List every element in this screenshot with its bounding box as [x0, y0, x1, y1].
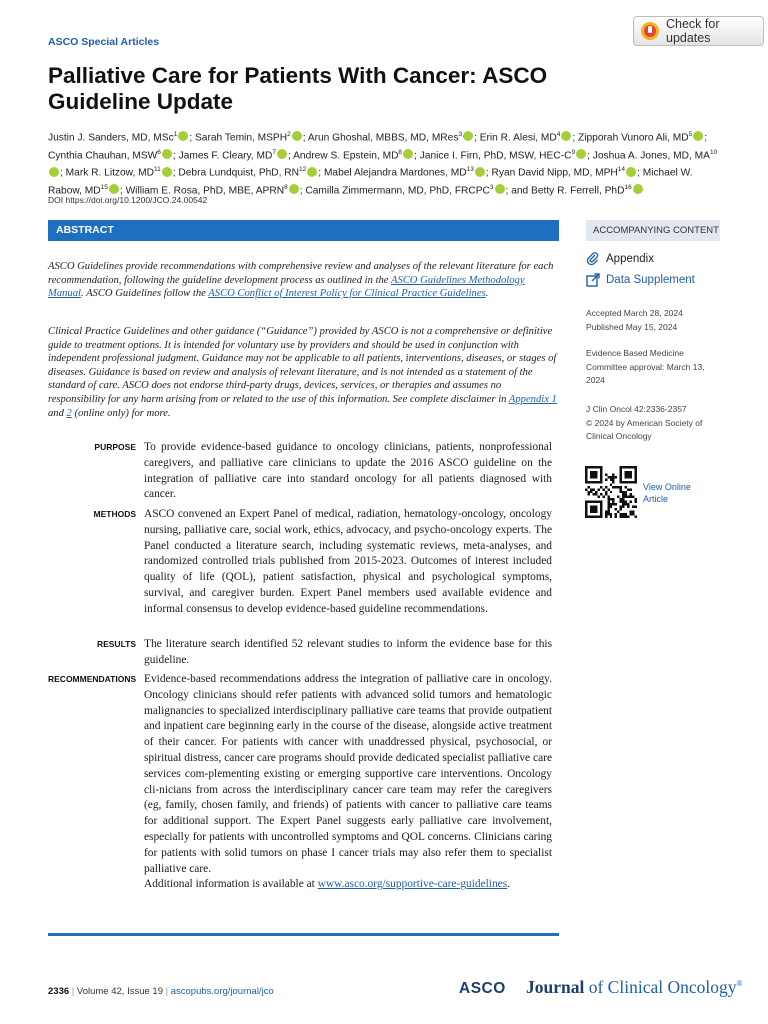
purpose-label: PURPOSE	[94, 442, 136, 452]
author-affiliation-number: 15	[100, 183, 108, 191]
citation: J Clin Oncol 42:2336-2357	[586, 404, 687, 414]
abstract-heading: ABSTRACT	[48, 220, 559, 241]
orcid-icon[interactable]	[162, 167, 172, 177]
orcid-icon[interactable]	[307, 167, 317, 177]
author-affiliation-number: 5	[688, 131, 693, 138]
author-affiliation-number: 9	[571, 148, 576, 156]
author-separator: ;	[60, 167, 66, 179]
orcid-icon[interactable]	[403, 149, 413, 159]
author-affiliation-number: 3	[489, 183, 494, 191]
disclaimer-paragraph: Clinical Practice Guidelines and other guidance (“Guidance”) provided by ASCO is not a comprehensive or definitive guide to treatment options. It is intended for voluntary use by providers and should be used in conjunction with independent professional judgment. Guidance may not be applicable to all patients, interventions, diseases, or stages of diseases. Guidance is based on review and analysis of relevant literature, and is not intended as a statement of the standard of care. ASCO does not endorse third-party drugs, devices, services, or therapies and assumes no responsibility for any harm arising from or related to the use of this information. See complete disclaimer in Appendix 1 and 2 (online only) for more.	[48, 326, 557, 419]
appendix-1-link[interactable]: Appendix 1	[508, 393, 557, 405]
orcid-icon[interactable]	[109, 184, 119, 194]
author-separator: ;	[302, 132, 308, 144]
appendix-link-label: Appendix	[606, 253, 654, 265]
author-name: Mark R. Litzow, MD	[65, 167, 154, 179]
author-separator: ;	[119, 185, 126, 197]
section-label: ASCO Special Articles	[48, 36, 160, 48]
author-name: Cynthia Chauhan, MSW	[48, 149, 158, 161]
author-affiliation-number: 14	[617, 166, 626, 174]
orcid-icon[interactable]	[626, 167, 636, 177]
accompanying-content-heading: ACCOMPANYING CONTENT	[586, 220, 720, 241]
orcid-icon[interactable]	[495, 184, 505, 194]
publication-dates	[586, 307, 720, 334]
recommendations-label: RECOMMENDATIONS	[48, 674, 137, 684]
author-affiliation-number: 11	[153, 166, 161, 174]
citation-info	[586, 403, 720, 444]
orcid-icon[interactable]	[576, 149, 586, 159]
methodology-manual-link[interactable]: ASCO Guidelines Methodology Manual	[48, 274, 525, 300]
view-online-article-link[interactable]: View Online Article	[643, 482, 691, 504]
additional-info: Additional information is available at www.asco.org/supportive-care-guidelines.	[144, 878, 510, 891]
supportive-care-guidelines-link[interactable]: www.asco.org/supportive-care-guidelines	[317, 878, 508, 891]
external-link-icon	[586, 273, 600, 287]
paperclip-icon	[586, 252, 600, 266]
orcid-icon[interactable]	[561, 131, 571, 141]
author-name: and Betty R. Ferrell, PhD	[511, 185, 625, 197]
orcid-icon[interactable]	[292, 131, 302, 141]
author-separator: ;	[637, 167, 643, 179]
orcid-icon[interactable]	[693, 131, 703, 141]
author-affiliation-number: 10	[709, 148, 718, 156]
author-separator: ;	[704, 132, 708, 144]
author-name: Zipporah Vunoro Ali, MD	[578, 132, 689, 144]
author-name: Erin R. Alesi, MD	[479, 132, 557, 144]
data-supplement-label: Data Supplement	[606, 274, 695, 286]
orcid-icon[interactable]	[49, 167, 59, 177]
author-name: Arun Ghoshal, MBBS, MD, MRes	[307, 132, 459, 144]
author-separator: ;	[172, 167, 179, 179]
author-name: James F. Cleary, MD	[178, 149, 273, 161]
copyright: © 2024 by American Society of Clinical Oncology	[586, 417, 703, 441]
orcid-icon[interactable]	[475, 167, 485, 177]
author-separator: ;	[505, 185, 512, 197]
orcid-icon[interactable]	[289, 184, 299, 194]
methods-label: METHODS	[93, 509, 136, 519]
author-name: Michael W. Rabow, MD	[48, 167, 693, 197]
appendix-link[interactable]	[586, 252, 654, 266]
check-for-updates-button[interactable]	[633, 16, 764, 46]
asco-logo: ASCO	[459, 980, 506, 997]
author-affiliation-number: 8	[284, 183, 288, 191]
author-affiliation-number: 12	[299, 166, 307, 174]
author-affiliation-number: 16	[624, 183, 632, 191]
author-name: Mabel Alejandra Mardones, MD	[323, 167, 467, 179]
author-separator: ;	[318, 167, 324, 179]
orcid-icon[interactable]	[633, 184, 643, 194]
methods-section	[48, 507, 560, 618]
orcid-icon[interactable]	[463, 131, 473, 141]
author-name: William E. Rosa, PhD, MBE, APRN	[125, 185, 285, 197]
qr-code[interactable]	[585, 466, 637, 518]
recommendations-text: Evidence-based recommendations address the integration of palliative care in oncology. Oncology clinicians should refer patients with advanced solid tumors and hematologic malignancies to specialized interdisciplinary palliative care teams that provide outpatient and inpatient care beginning early in the course of the disease, alongside active treatment of their cancer. For patients with cancer with unaddressed physical, psychosocial, or spiritual distress, cancer care programs should provide dedicated specialist palliative care services com-plementing existing or emerging supportive care interventions. Oncology cli-nicians from across the interdisciplinary cancer care team may refer the caregivers (eg, family, chosen family, and friends) of patients with cancer to palliative care teams for additional support. The Expert Panel suggests early palliative care involvement, especially for patients with uncontrolled symptoms and QOL concerns. Clinicians caring for patients with solid tumors on phase I cancer trials may also refer them to specialist palliative care. Additional information is available at www.asco.org/supportive-care-guidelines.	[144, 673, 552, 891]
author-separator: ;	[414, 149, 420, 161]
purpose-text: To provide evidence-based guidance to oncology clinicians, patients, nonprofessional caregivers, and palliative care clinicians to update the 2016 ASCO guideline on the integration of palliative care into standard oncology for all patients diagnosed with cancer.	[144, 441, 552, 501]
committee-approval: Evidence Based Medicine Committee approval: March 13, 2024	[586, 348, 705, 385]
accepted-date: Accepted March 28, 2024	[586, 308, 683, 318]
author-separator: ;	[288, 149, 294, 161]
author-affiliation-number: 4	[556, 131, 561, 138]
author-name: Justin J. Sanders, MD, MSc	[48, 132, 174, 144]
author-name: Andrew S. Epstein, MD	[293, 149, 399, 161]
author-affiliation-number: 6	[157, 148, 161, 156]
author-separator: ;	[172, 149, 179, 161]
recommendations-section	[48, 672, 560, 893]
appendix-2-link[interactable]: 2	[66, 407, 72, 419]
author-separator: ;	[189, 132, 195, 144]
author-name: Camilla Zimmermann, MD, PhD, FRCPC	[305, 185, 490, 197]
orcid-icon[interactable]	[162, 149, 172, 159]
guideline-intro: ASCO Guidelines provide recommendations with comprehensive review and analyses of the relevant literature for each recommendation, following the guideline development process as outlined in the ASCO Guidelines Methodology Manual. ASCO Guidelines follow the ASCO Conflict of Interest Policy for Clinical Practice Guidelines.	[48, 261, 554, 300]
author-separator: ;	[299, 185, 306, 197]
author-separator: ;	[587, 149, 593, 161]
results-section	[48, 637, 560, 669]
published-date: Published May 15, 2024	[586, 321, 678, 332]
author-affiliation-number: 1	[173, 131, 178, 138]
volume-issue: Volume 42, Issue 19	[76, 986, 163, 997]
orcid-icon[interactable]	[178, 131, 188, 141]
author-separator: ;	[572, 132, 579, 144]
author-name: Joshua A. Jones, MD, MA	[592, 149, 710, 161]
update-badge-icon	[640, 21, 660, 41]
article-title: Palliative Care for Patients With Cancer: ASCO Guideline Update	[48, 63, 548, 114]
check-for-updates-label: Check for updates	[666, 17, 720, 45]
author-separator: ;	[474, 132, 480, 144]
page-footer-info: 2336 | Volume 42, Issue 19 | ascopubs.org/journal/jco	[48, 986, 274, 997]
abstract-bottom-rule	[48, 933, 559, 936]
doi[interactable]: DOI https://doi.org/10.1200/JCO.24.00542	[48, 195, 208, 205]
journal-url-link[interactable]: ascopubs.org/journal/jco	[170, 986, 274, 997]
methods-text: ASCO convened an Expert Panel of medical, radiation, hematology-oncology, oncology nursing, palliative care, social work, ethics, advocacy, and psycho-oncology experts. The Panel conducted a literature search, including systematic reviews, meta-analyses, and randomized controlled trials published from 2015-2023. Outcomes of interest included quality of life (QOL), patient satisfaction, physical and psychological symptoms, survival, and caregiver burden. Expert Panel members used available evidence and informal consensus to develop evidence-based guideline recommendations.	[144, 508, 552, 615]
author-affiliation-number: 8	[398, 148, 403, 156]
journal-logo: Journal of Clinical Oncology®	[526, 977, 743, 997]
author-affiliation-number: 13	[466, 166, 474, 174]
author-separator: ;	[485, 167, 492, 179]
author-affiliation-number: 7	[272, 148, 276, 156]
purpose-section	[48, 440, 560, 503]
results-label: RESULTS	[96, 639, 136, 649]
orcid-icon[interactable]	[277, 149, 287, 159]
conflict-of-interest-policy-link[interactable]: ASCO Conflict of Interest Policy for Clinical Practice Guidelines	[208, 288, 486, 300]
page-number: 2336	[48, 986, 70, 997]
author-list	[48, 128, 728, 198]
author-name: Ryan David Nipp, MD, MPH	[491, 167, 618, 179]
author-name: Sarah Temin, MSPH	[194, 132, 288, 144]
data-supplement-link[interactable]	[586, 273, 695, 287]
results-text: The literature search identified 52 relevant studies to inform the evidence base for this guideline.	[144, 638, 552, 666]
author-affiliation-number: 2	[287, 131, 291, 138]
author-name: Janice I. Firn, PhD, MSW, HEC-C	[419, 149, 572, 161]
author-name: Debra Lundquist, PhD, RN	[178, 167, 300, 179]
author-affiliation-number: 3	[458, 131, 463, 138]
